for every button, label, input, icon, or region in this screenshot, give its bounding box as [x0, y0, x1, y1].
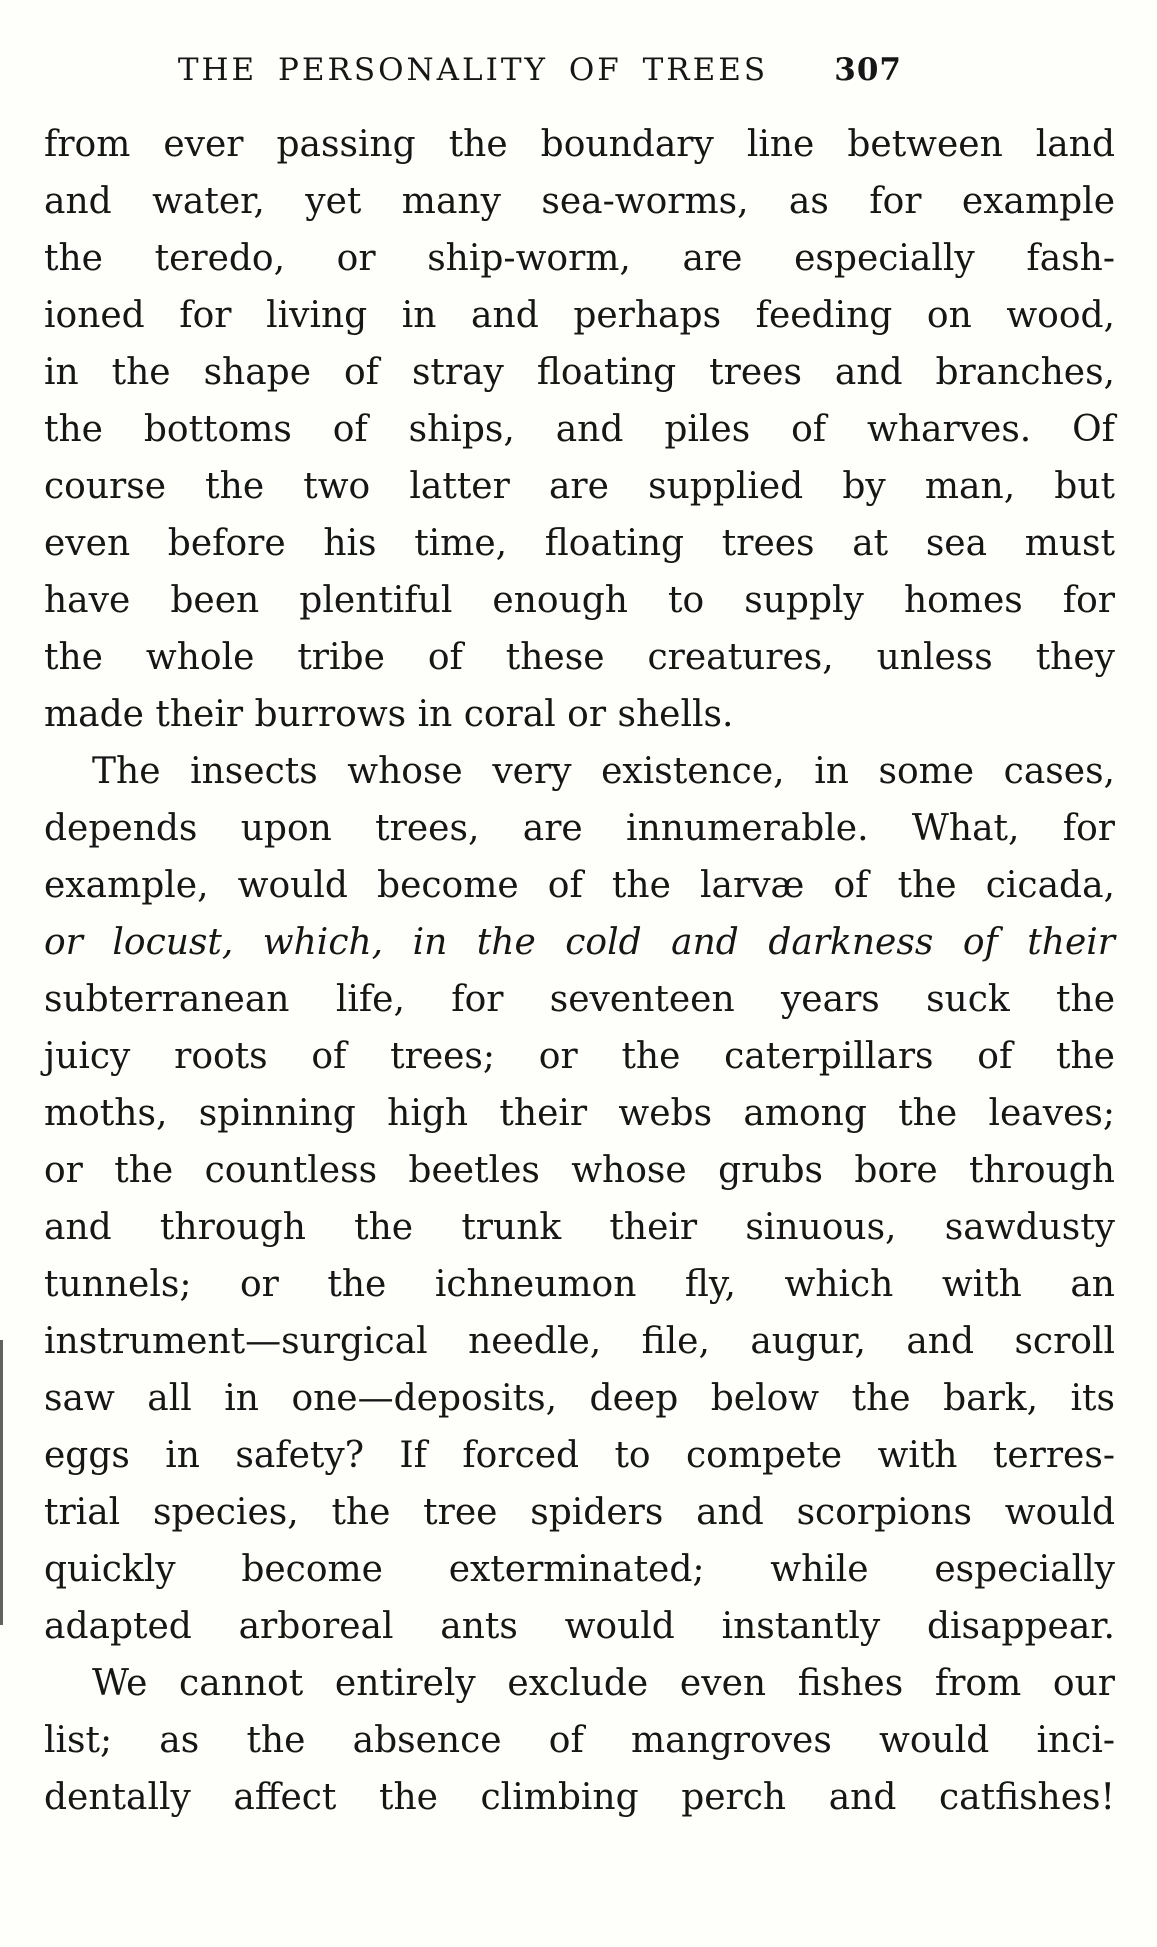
text-line: adapted arboreal ants would instantly disappear. [44, 1606, 1115, 1647]
text-line: depends upon trees, are innumerable. What, for [44, 808, 1115, 849]
text-line: list; as the absence of mangroves would inci- [44, 1720, 1115, 1761]
paragraph [44, 1655, 1115, 1826]
text-line: trial species, the tree spiders and scorpions would [44, 1492, 1115, 1533]
scan-edge-artifact [0, 1340, 3, 1625]
text-line: moths, spinning high their webs among the leaves; [44, 1093, 1115, 1134]
text-line: or locust, which, in the cold and darkness of their [44, 922, 1115, 963]
text-line: quickly become exterminated; while especially [44, 1549, 1115, 1590]
text-line: the whole tribe of these creatures, unless they [44, 637, 1115, 678]
text-line: course the two latter are supplied by man, but [44, 466, 1115, 507]
page-header [44, 52, 902, 88]
text-line: subterranean life, for seventeen years suck the [44, 979, 1115, 1020]
text-line: from ever passing the boundary line between land [44, 124, 1115, 165]
page-number: 307 [834, 52, 902, 88]
text-line: ioned for living in and perhaps feeding on wood, [44, 295, 1115, 336]
text-line: even before his time, floating trees at sea must [44, 523, 1115, 564]
text-line: We cannot entirely exclude even fishes from our [92, 1663, 1115, 1704]
text-line: saw all in one—deposits, deep below the bark, its [44, 1378, 1115, 1419]
text-line: juicy roots of trees; or the caterpillars of the [44, 1036, 1115, 1077]
text-line: the bottoms of ships, and piles of wharves. Of [44, 409, 1115, 450]
text-line: and through the trunk their sinuous, sawdusty [44, 1207, 1115, 1248]
text-line: instrument—surgical needle, file, augur, and scroll [44, 1321, 1115, 1362]
text-line: eggs in safety? If forced to compete with terres- [44, 1435, 1115, 1476]
paragraph [44, 743, 1115, 1655]
page-body [44, 116, 1115, 1826]
text-line: in the shape of stray floating trees and branches, [44, 352, 1115, 393]
text-line: have been plentiful enough to supply homes for [44, 580, 1115, 621]
text-line: example, would become of the larvæ of the cicada, [44, 865, 1115, 906]
text-line: made their burrows in coral or shells. [44, 694, 734, 735]
text-line: and water, yet many sea-worms, as for example [44, 181, 1115, 222]
text-line: The insects whose very existence, in some cases, [92, 751, 1115, 792]
paragraph [44, 116, 1115, 743]
text-line: dentally affect the climbing perch and catfishes! [44, 1777, 1115, 1818]
running-header-title: THE PERSONALITY OF TREES [177, 52, 769, 88]
text-line: tunnels; or the ichneumon fly, which with an [44, 1264, 1115, 1305]
text-line: the teredo, or ship-worm, are especially fash- [44, 238, 1115, 279]
text-line: or the countless beetles whose grubs bore through [44, 1150, 1115, 1191]
